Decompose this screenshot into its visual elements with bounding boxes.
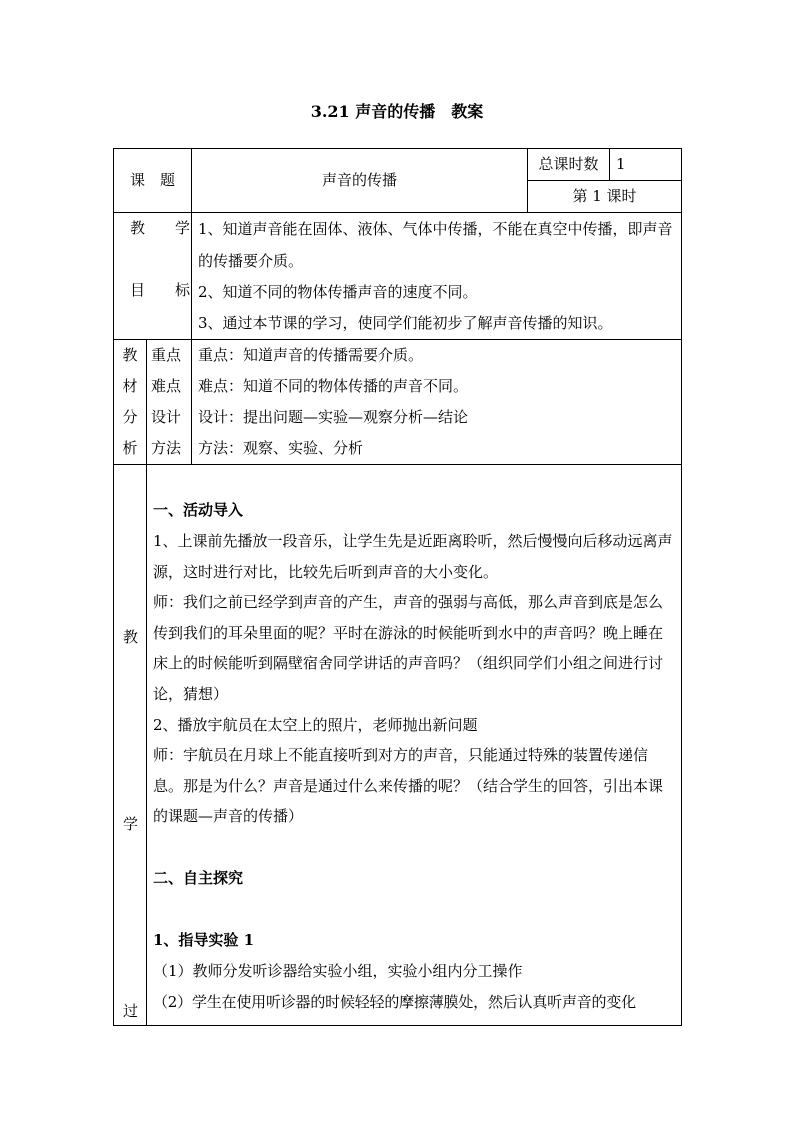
process-label-char: 教 <box>122 628 138 646</box>
process-paragraph: 师：宇航员在月球上不能直接听到对方的声音，只能通过特殊的装置传递信息。那是为什么？声音是通过什么来传播的呢？（结合学生的回答，引出本课的课题—声音的传播） <box>153 746 664 826</box>
materials-label-char: 析 <box>122 439 138 457</box>
process-paragraph: 1、上课前先播放一段音乐，让学生先是近距离聆听，然后慢慢向后移动远离声源，这时进行对比，比较先后听到声音的大小变化。 <box>153 532 673 581</box>
section-heading: 一、活动导入 <box>153 501 244 519</box>
materials-content <box>192 340 682 465</box>
objectives-label-top: 教 学 <box>130 219 191 237</box>
materials-text: 设计：提出问题—实验—观察分析—结论 <box>198 408 469 426</box>
materials-label <box>114 340 147 465</box>
lesson-plan-table <box>113 148 682 1026</box>
materials-text: 方法：观察、实验、分析 <box>198 439 364 457</box>
materials-text: 重点：知道声音的传播需要介质。 <box>198 346 424 364</box>
current-lesson: 第 1 课时 <box>528 181 682 213</box>
process-label-char: 学 <box>122 815 138 833</box>
process-paragraph: 2、播放宇航员在太空上的照片，老师抛出新问题 <box>153 715 478 734</box>
materials-label-char: 材 <box>122 377 138 395</box>
objective-item: 2、知道不同的物体传播声音的速度不同。 <box>198 283 478 301</box>
materials-label-char: 分 <box>122 408 138 426</box>
section-heading: 二、自主探究 <box>153 868 244 887</box>
materials-label-char: 教 <box>122 346 138 364</box>
materials-key: 重点 <box>151 346 182 364</box>
process-label-char: 过 <box>122 1002 138 1020</box>
materials-key: 方法 <box>151 439 182 457</box>
topic-label: 课 题 <box>114 149 192 213</box>
objectives-label-bottom: 目 标 <box>130 281 191 299</box>
topic-value: 声音的传播 <box>192 149 528 213</box>
process-label <box>114 465 147 1026</box>
document-title: 3.21 声音的传播 教案 <box>310 102 484 121</box>
materials-keys <box>147 340 192 465</box>
experiment-step: （1）教师分发听诊器给实验小组，实验小组内分工操作 <box>153 961 523 980</box>
objective-item: 3、通过本节课的学习，使同学们能初步了解声音传播的知识。 <box>198 314 613 332</box>
materials-key: 难点 <box>151 377 182 395</box>
total-hours-value: 1 <box>610 149 682 181</box>
objective-item: 1、知道声音能在固体、液体、气体中传播，不能在真空中传播，即声音的传播要介质。 <box>198 220 673 270</box>
objectives-content <box>192 213 682 340</box>
experiment-step: （2）学生在使用听诊器的时候轻轻的摩擦薄膜处，然后认真听声音的变化 <box>153 992 636 1011</box>
experiment-heading: 1、指导实验 1 <box>153 930 255 949</box>
materials-text: 难点：知道不同的物体传播的声音不同。 <box>198 377 469 395</box>
materials-key: 设计 <box>151 408 182 426</box>
objectives-label <box>114 213 192 340</box>
process-paragraph: 师：我们之前已经学到声音的产生，声音的强弱与高低，那么声音到底是怎么传到我们的耳朵里面的呢？平时在游泳的时候能听到水中的声音吗？晚上睡在床上的时候能听到隔壁宿舍同学讲话的声音吗？（组织同学们小组之间进行讨论，猜想） <box>153 593 664 703</box>
total-hours-label: 总课时数 <box>528 149 610 181</box>
process-content <box>147 465 682 1026</box>
